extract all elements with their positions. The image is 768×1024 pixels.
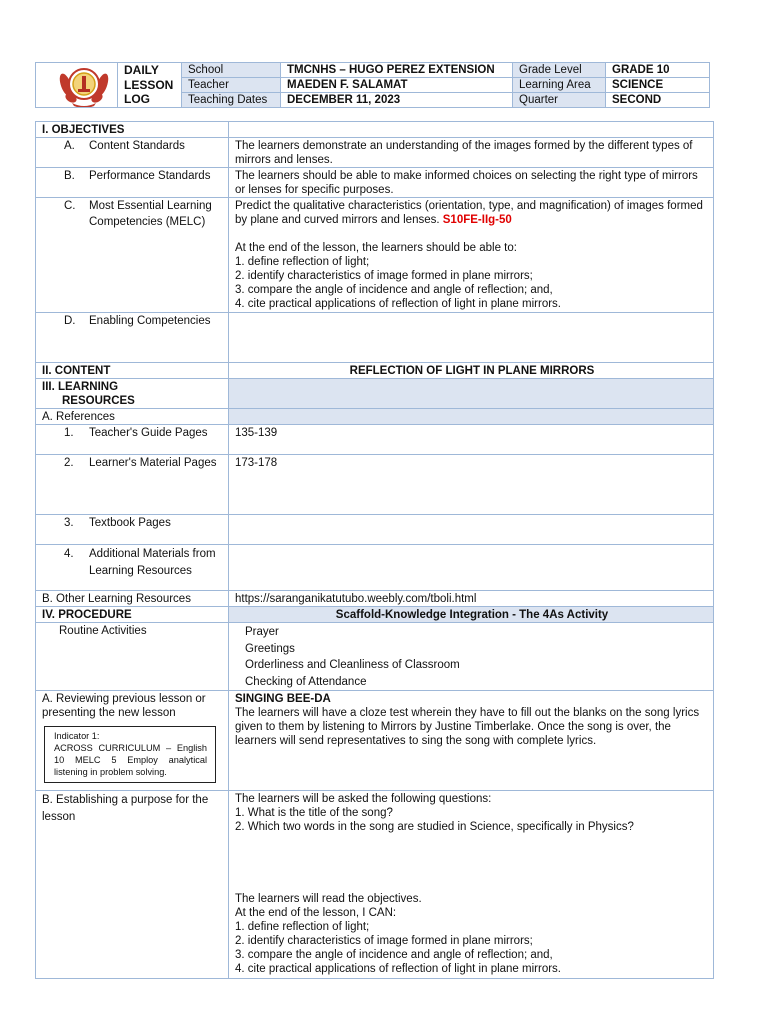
routine-item: Orderliness and Cleanliness of Classroom [245,659,460,672]
logo-cell [36,63,118,108]
textbook-pages-value [229,515,714,545]
performance-standards-text: The learners should be able to make informed choices on selecting the right type of mirrors or lenses for specific purposes. [229,168,714,198]
learning-resources-blank [229,379,714,409]
grade-level-label: Grade Level [513,63,606,78]
other-resources-label: B. Other Learning Resources [36,591,229,607]
header-table [35,62,710,108]
review-lesson-label: A. Reviewing previous lesson or presenting the new lesson Indicator 1: ACROSS CURRICULUM – English 10 MELC 5 Employ analytical listening in problem solving. [36,691,229,791]
teacher-value: MAEDEN F. SALAMAT [281,78,513,93]
school-label: School [182,63,281,78]
additional-materials-value [229,545,714,591]
indicator-box [44,726,216,783]
i-can-intro: At the end of the lesson, I CAN: [235,907,397,920]
objectives-heading: I. OBJECTIVES [36,122,229,138]
references-label: A. References [36,409,229,425]
i-can-item-3: 3. compare the angle of incidence and angle of reflection; and, [235,949,553,962]
school-seal-icon [58,63,110,108]
learning-resources-heading: III. LEARNING RESOURCES [36,379,229,409]
references-blank [229,409,714,425]
questions-intro: The learners will be asked the following questions: [235,793,492,806]
routine-activities-list [229,623,714,691]
learning-area-label: Learning Area [513,78,606,93]
melc-intro: At the end of the lesson, the learners should be able to: [235,242,517,254]
objectives-heading-blank [229,122,714,138]
additional-materials-label: 4. Additional Materials from Learning Resources [36,545,229,591]
melc-code: S10FE-IIg-50 [442,214,512,226]
question-1: 1. What is the title of the song? [235,807,393,820]
routine-item: Prayer [245,626,279,638]
melc-label: C. Most Essential Learning Competencies (MELC) [36,198,229,313]
review-lesson-content [229,691,714,791]
melc-objective-1: 1. define reflection of light; [235,256,370,268]
content-standards-text: The learners demonstrate an understanding of the images formed by the different types of mirrors and lenses. [229,138,714,168]
melc-description: Predict the qualitative characteristics (orientation, type, and magnification) of images formed by plane and curved mirrors and lenses. [235,200,703,226]
daily-lesson-log-title: DAILY LESSON LOG [118,63,182,108]
quarter-label: Quarter [513,93,606,108]
learners-material-value: 173-178 [229,455,714,515]
routine-item: Greetings [245,642,295,655]
content-standards-label: A. Content Standards [36,138,229,168]
enabling-competencies-label: D. Enabling Competencies [36,313,229,363]
school-value: TMCNHS – HUGO PEREZ EXTENSION [281,63,513,78]
content-heading: II. CONTENT [36,363,229,379]
teachers-guide-value: 135-139 [229,425,714,455]
question-2: 2. Which two words in the song are studied in Science, specifically in Physics? [235,821,634,834]
melc-objective-4: 4. cite practical applications of reflection of light in plane mirrors. [235,298,561,310]
melc-text [229,198,714,313]
teaching-dates-label: Teaching Dates [182,93,281,108]
melc-objective-2: 2. identify characteristics of image formed in plane mirrors; [235,270,533,282]
indicator-text: ACROSS CURRICULUM – English 10 MELC 5 Employ analytical listening in problem solving. [54,743,207,778]
other-resources-link[interactable]: https://saranganikatutubo.weebly.com/tboli.html [229,591,714,607]
i-can-item-4: 4. cite practical applications of reflection of light in plane mirrors. [235,963,561,976]
content-topic: REFLECTION OF LIGHT IN PLANE MIRRORS [229,363,714,379]
teaching-dates-value: DECEMBER 11, 2023 [281,93,513,108]
lesson-log-table [35,121,714,979]
indicator-title: Indicator 1: [54,731,100,742]
read-objectives-intro: The learners will read the objectives. [235,893,422,906]
performance-standards-label: B. Performance Standards [36,168,229,198]
melc-objective-3: 3. compare the angle of incidence and angle of reflection; and, [235,284,553,296]
i-can-item-2: 2. identify characteristics of image formed in plane mirrors; [235,935,533,948]
routine-item: Checking of Attendance [245,675,367,688]
teacher-label: Teacher [182,78,281,93]
purpose-content [229,791,714,979]
i-can-item-1: 1. define reflection of light; [235,921,370,934]
activity-title: SINGING BEE-DA [235,693,331,706]
procedure-activity-title: Scaffold-Knowledge Integration - The 4As Activity [229,607,714,623]
learners-material-label: 2. Learner's Material Pages [36,455,229,515]
teachers-guide-label: 1. Teacher's Guide Pages [36,425,229,455]
activity-description: The learners will have a cloze test wherein they have to fill out the blanks on the song lyrics given to them by listening to Mirrors by Justine Timberlake. Once the song is over, the learners will send representatives to sing the song with complete lyrics. [235,707,700,748]
routine-activities-label: Routine Activities [36,623,229,691]
enabling-competencies-text [229,313,714,363]
procedure-heading: IV. PROCEDURE [36,607,229,623]
textbook-pages-label: 3. Textbook Pages [36,515,229,545]
purpose-label: B. Establishing a purpose for the lesson [36,791,229,979]
learning-area-value: SCIENCE [606,78,710,93]
quarter-value: SECOND [606,93,710,108]
grade-level-value: GRADE 10 [606,63,710,78]
